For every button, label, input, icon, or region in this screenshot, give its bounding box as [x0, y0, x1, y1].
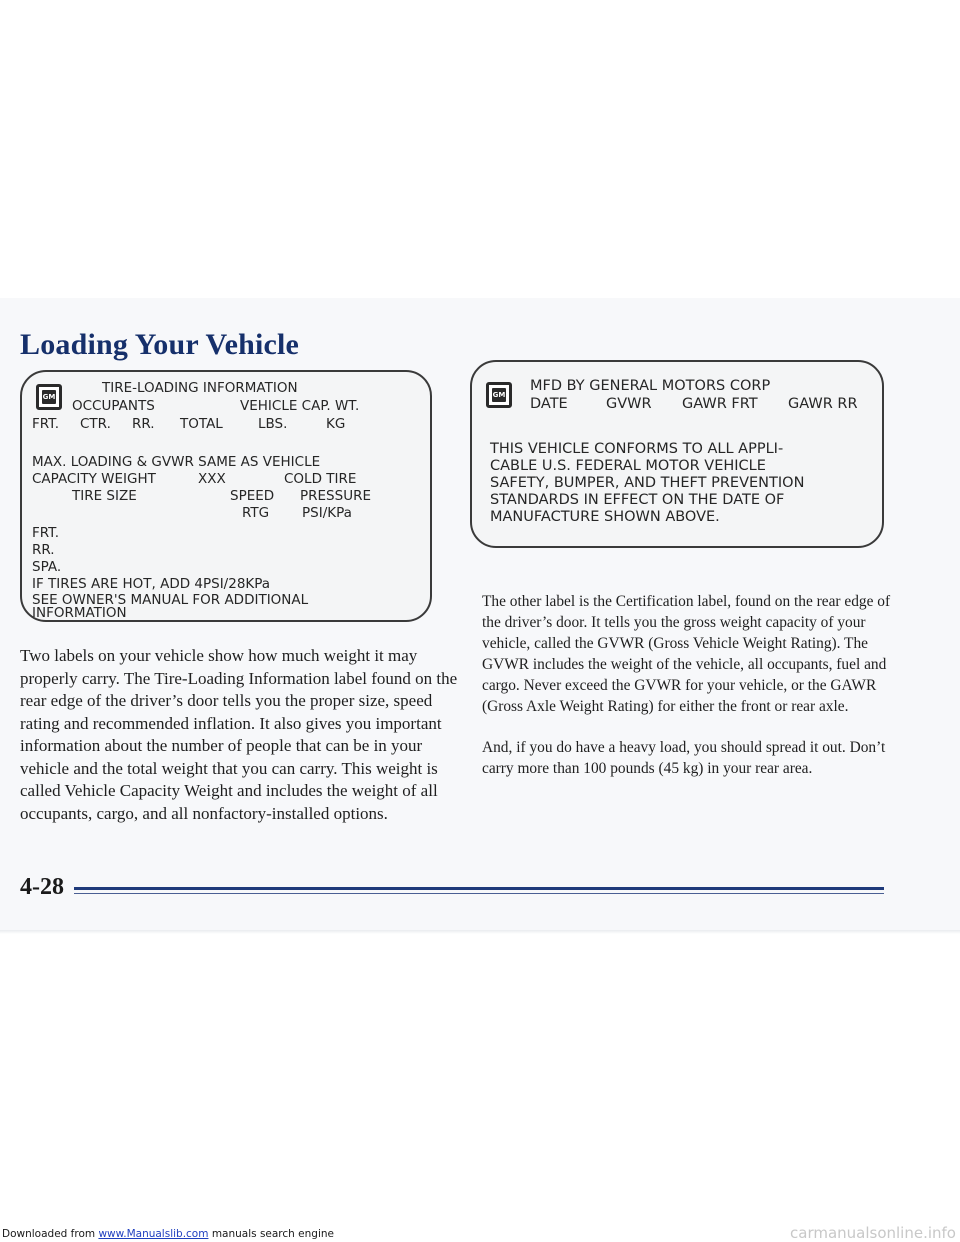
footer-rule [74, 887, 884, 890]
tire-label-tire-size: TIRE SIZE [72, 488, 137, 504]
cert-label-gvwr: GVWR [606, 396, 652, 412]
cert-label-standards: STANDARDS IN EFFECT ON THE DATE OF [490, 492, 785, 508]
footer-suffix: manuals search engine [211, 1228, 334, 1240]
tire-label-pressure: PRESSURE [300, 488, 371, 504]
tire-label-see-manual: SEE OWNER'S MANUAL FOR ADDITIONAL [32, 592, 309, 608]
cert-label-date: DATE [530, 396, 568, 412]
cert-label-manufacture-date: MANUFACTURE SHOWN ABOVE. [490, 509, 720, 525]
tire-label-max-loading: MAX. LOADING & GVWR SAME AS VEHICLE [32, 454, 321, 470]
tire-label-capacity-weight: CAPACITY WEIGHT [32, 471, 156, 487]
certification-label [470, 360, 884, 548]
tire-label-heading: TIRE-LOADING INFORMATION [102, 380, 298, 396]
gm-logo-icon: GM [36, 384, 62, 410]
tire-label-row-frt: FRT. [32, 525, 60, 541]
watermark-text: carmanualsonline.info [790, 1224, 956, 1242]
tire-label-vehicle-cap: VEHICLE CAP. WT. [240, 398, 360, 414]
tire-label-rr: RR. [132, 416, 155, 432]
download-footer [2, 1228, 334, 1240]
tire-label-ctr: CTR. [80, 416, 111, 432]
tire-label-xxx: XXX [198, 471, 226, 487]
page-bottom-edge [0, 930, 960, 934]
cert-label-safety: SAFETY, BUMPER, AND THEFT PREVENTION [490, 475, 805, 491]
tire-label-occupants: OCCUPANTS [72, 398, 155, 414]
heavy-load-paragraph: And, if you do have a heavy load, you should spread it out. Don’t carry more than 100 pounds (45 kg) in your rear area. [482, 739, 886, 777]
tire-label-rtg: RTG [242, 505, 270, 521]
page-number: 4-28 [20, 874, 64, 900]
tire-label-row-rr: RR. [32, 542, 55, 558]
certification-paragraph: The other label is the Certification label, found on the rear edge of the driver’s door. It tells you the gross weight capacity of your vehicle, called the GVWR (Gross Vehicle Weight Rating). The GVWR includes the weight of the vehicle, all occupants, fuel and cargo. Never exceed the GVWR for your vehicle, or the GAWR (Gross Axle Weight Rating) for either the front or rear axle. [482, 593, 891, 715]
tire-loading-paragraph: Two labels on your vehicle show how much weight it may properly carry. The Tire-Loading Information label found on the rear edge of the driver’s door tells you the proper size, speed rating and recommended inflation. It also gives you important information about the number of people that can be in your vehicle and the total weight that you can carry. This weight is called Vehicle Capacity Weight and includes the weight of all occupants, cargo, and all nonfactory-installed options. [20, 646, 458, 823]
footer-prefix: Downloaded from [2, 1228, 96, 1240]
cert-label-federal: CABLE U.S. FEDERAL MOTOR VEHICLE [490, 458, 766, 474]
tire-label-lbs: LBS. [258, 416, 288, 432]
cert-label-gawr-rr: GAWR RR [788, 396, 858, 412]
tire-label-frt: FRT. [32, 416, 60, 432]
tire-label-psi-kpa: PSI/KPa [302, 505, 352, 521]
manualslib-link[interactable]: www.Manualslib.com [98, 1228, 209, 1240]
tire-label-kg: KG [326, 416, 346, 432]
cert-label-gawr-frt: GAWR FRT [682, 396, 758, 412]
cert-label-conforms: THIS VEHICLE CONFORMS TO ALL APPLI- [490, 441, 784, 457]
cert-label-manufacturer: MFD BY GENERAL MOTORS CORP [530, 378, 771, 394]
tire-label-row-spa: SPA. [32, 559, 62, 575]
tire-label-hot-note: IF TIRES ARE HOT, ADD 4PSI/28KPa [32, 576, 271, 592]
page-title: Loading Your Vehicle [20, 328, 300, 361]
tire-loading-label [20, 370, 432, 622]
tire-label-speed: SPEED [230, 488, 275, 504]
tire-label-cold-tire: COLD TIRE [284, 471, 357, 487]
gm-logo-icon: GM [486, 382, 512, 408]
tire-label-total: TOTAL [180, 416, 223, 432]
tire-label-information: INFORMATION [32, 605, 127, 621]
footer-rule-thin [74, 893, 884, 894]
